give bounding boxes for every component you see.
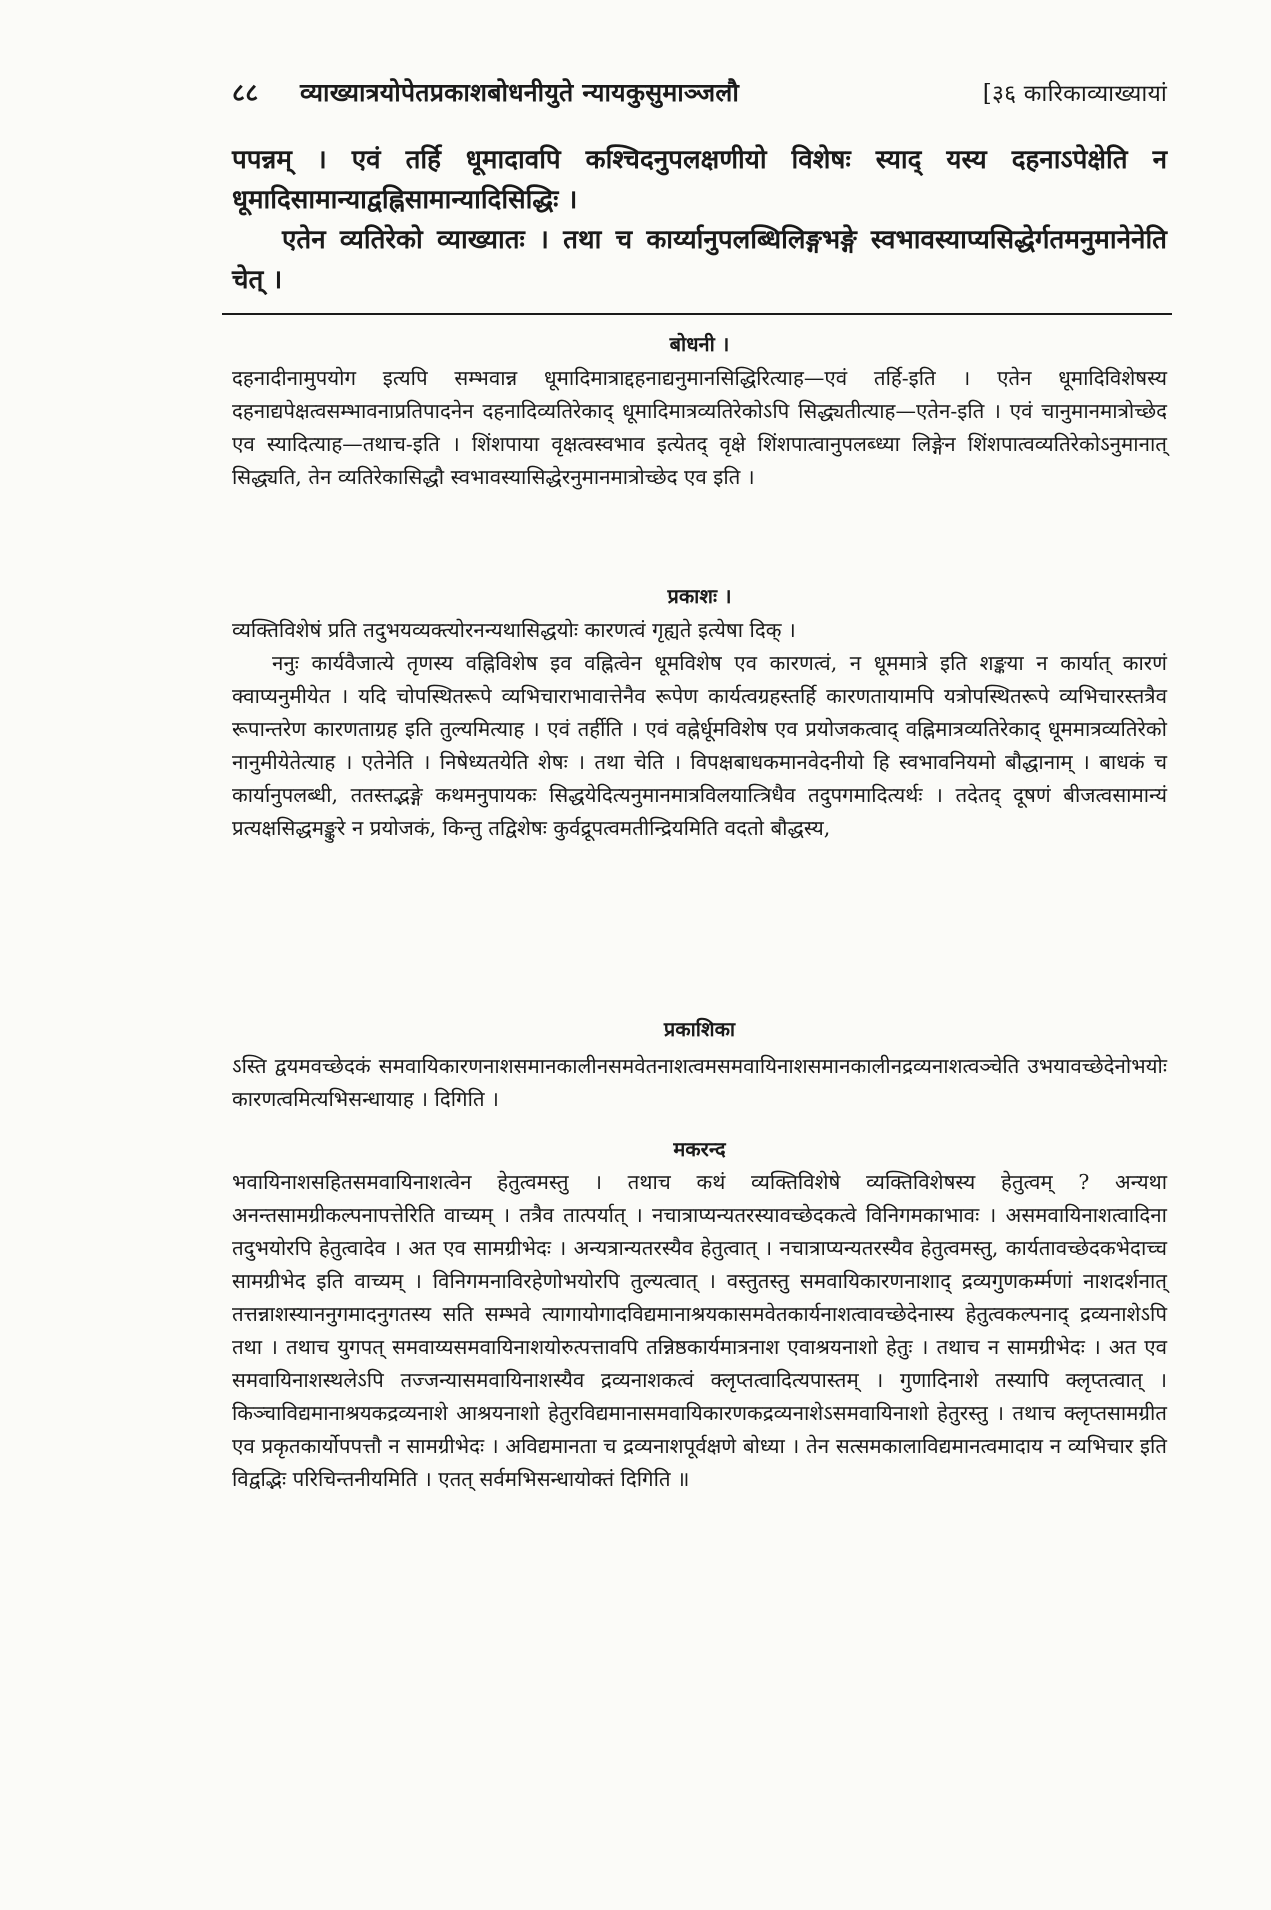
makaranda-label: मकरन्द	[673, 1137, 726, 1161]
makaranda-text: भवायिनाशसहितसमवायिनाशत्वेन हेतुत्वमस्तु । तथाच कथं व्यक्तिविशेषे व्यक्तिविशेषस्य हेतुत्वम् ? अन्यथा अनन्तसामग्रीकल्पनापत्तेरिति वाच्यम् । तत्रैव तात्पर्यात् । नचात्राप्यन्यतरस्यावच्छेदकत्वे विनिगमकाभावः । असमवायिनाशत्वादिना तदुभयोरपि हेतुत्वादेव । अत एव सामग्रीभेदः । अन्यत्रान्यतरस्यैव हेतुत्वात् । नचात्राप्यन्यतरस्यैव हेतुत्वमस्तु, कार्यतावच्छेदकभेदाच्च सामग्रीभेद इति वाच्यम् । विनिगमनाविरहेणोभयोरपि तुल्यत्वात् । वस्तुतस्तु समवायिकारणनाशाद् द्रव्यगुणकर्म्मणां नाशदर्शनात् तत्तन्नाशस्याननुगमादनुगतस्य सति सम्भवे त्यागायोगादविद्यमानाश्रयकासमवेतकार्यनाशत्वावच्छेदेनास्य हेतुत्वकल्पनाद् द्रव्यनाशेऽपि तथा । तथाच युगपत् समवाय्यसमवायिनाशयोरुत्पत्तावपि तन्निष्ठकार्यमात्रनाश एवाश्रयनाशो हेतुः । तथाच न सामग्रीभेदः । अत एव समवायिनाशस्थलेऽपि तज्जन्यासमवायिनाशस्यैव द्रव्यनाशकत्वं क्लृप्तत्वादित्यपास्तम् । गुणादिनाशे तस्यापि क्लृप्तत्वात् । किञ्चाविद्यमानाश्रयकद्रव्यनाशे आश्रयनाशो हेतुरविद्यमानासमवायिकारणकद्रव्यनाशेऽसमवायिनाशो हेतुरस्तु । तथाच क्लृप्तसामग्रीत एव प्रकृतकार्योपपत्तौ न सामग्रीभेदः । अविद्यमानता च द्रव्यनाशपूर्वक्षणे बोध्या । तेन सत्समकालाविद्यमानत्वमादाय न व्यभिचार इति विद्वद्भिः परिचिन्तनीयमिति । एतत् सर्वमभिसन्धायोक्तं दिगिति ॥	[232, 1170, 1167, 1491]
bodhani-text: दहनादीनामुपयोग इत्यपि सम्भवान्न धूमादिमात्राद्दहनाद्यनुमानसिद्धिरित्याह—एवं तर्हि-इति । एतेन धूमादिविशेषस्य दहनाद्यपेक्षत्वसम्भावनाप्रतिपादनेन दहनादिव्यतिरेकाद् धूमादिमात्रव्यतिरेकोऽपि सिद्ध्यतीत्याह—एतेन-इति । एवं चानुमानमात्रोच्छेद एव स्यादित्याह—तथाच-इति । शिंशपाया वृक्षत्वस्वभाव इत्येतद् वृक्षे शिंशपात्वानुपलब्ध्या लिङ्गेन शिंशपात्वव्यतिरेकोऽनुमानात् सिद्ध्यति, तेन व्यतिरेकासिद्धौ स्वभावस्यासिद्धेरनुमानमात्रोच्छेद एव इति ।	[232, 366, 1167, 489]
root-text	[232, 140, 1167, 300]
prakashika-commentary	[232, 1050, 1167, 1116]
makaranda-commentary	[232, 1166, 1167, 1496]
bodhani-label: बोधनी ।	[669, 332, 730, 356]
section-reference: [३६ कारिकाव्याख्यायां	[982, 81, 1167, 107]
divider-rule	[222, 313, 1172, 315]
running-header	[232, 70, 1167, 114]
prakasha-paragraph-2: ननुः कार्यवैजात्ये तृणस्य वह्निविशेष इव वह्नित्वेन धूमविशेष एव कारणत्वं, न धूममात्रे इति शङ्कया न कार्यात् कारणं क्वाप्यनुमीयेत । यदि चोपस्थितरूपे व्यभिचाराभावात्तेनैव रूपेण कार्यत्वग्रहस्तर्हि कारणतायामपि यत्रोपस्थितरूपे व्यभिचारस्तत्रैव रूपान्तरेण कारणताग्रह इति तुल्यमित्याह । एवं तर्हीति । एवं वह्नेर्धूमविशेष एव प्रयोजकत्वाद् वह्निमात्रव्यतिरेकाद् धूममात्रव्यतिरेको नानुमीयेतेत्याह । एतेनेति । निषेध्यतयेति शेषः । तथा चेति । विपक्षबाधकमानवेदनीयो हि स्वभावनियमो बौद्धानाम् । बाधकं च कार्यानुपलब्धी, ततस्तद्भङ्गे कथमनुपायकः सिद्धयेदित्यनुमानमात्रविलयात्त्रिधैव तदुपगमादित्यर्थः । तदेतद् दूषणं बीजत्वसामान्यं प्रत्यक्षसिद्धमङ्कुरे न प्रयोजकं, किन्तु तद्विशेषः कुर्वद्रूपत्वमतीन्द्रियमिति वदतो बौद्धस्य,	[232, 651, 1167, 840]
prakashika-label: प्रकाशिका	[663, 1017, 736, 1041]
page-number: ८८	[232, 78, 259, 107]
prakasha-commentary	[232, 614, 1167, 845]
root-paragraph-2: एतेन व्यतिरेको व्याख्यातः । तथा च कार्य्यानुपलब्धिलिङ्गभङ्गे स्वभावस्याप्यसिद्धेर्गतमनुमानेनेति चेत् ।	[232, 225, 1167, 295]
running-title: व्याख्यात्रयोपेतप्रकाशबोधनीयुते न्यायकुसुमाञ्जलौ	[300, 78, 740, 107]
prakashika-text: ऽस्ति द्वयमवच्छेदकं समवायिकारणनाशसमानकालीनसमवेतनाशत्वमसमवायिनाशसमानकालीनद्रव्यनाशत्वञ्चेति उभयावच्छेदेनोभयोः कारणत्वमित्यभिसन्धायाह । दिगिति ।	[232, 1054, 1167, 1111]
bodhani-commentary	[232, 362, 1167, 494]
root-paragraph-1: पपन्नम् । एवं तर्हि धूमादावपि कश्चिदनुपलक्षणीयो विशेषः स्याद् यस्य दहनाऽपेक्षेति न धूमादिसामान्याद्वह्निसामान्यादिसिद्धिः ।	[232, 145, 1167, 215]
prakasha-label: प्रकाशः ।	[667, 584, 732, 608]
prakasha-paragraph-1: व्यक्तिविशेषं प्रति तदुभयव्यक्त्योरनन्यथासिद्धयोः कारणत्वं गृह्यते इत्येषा दिक् ।	[232, 618, 796, 642]
